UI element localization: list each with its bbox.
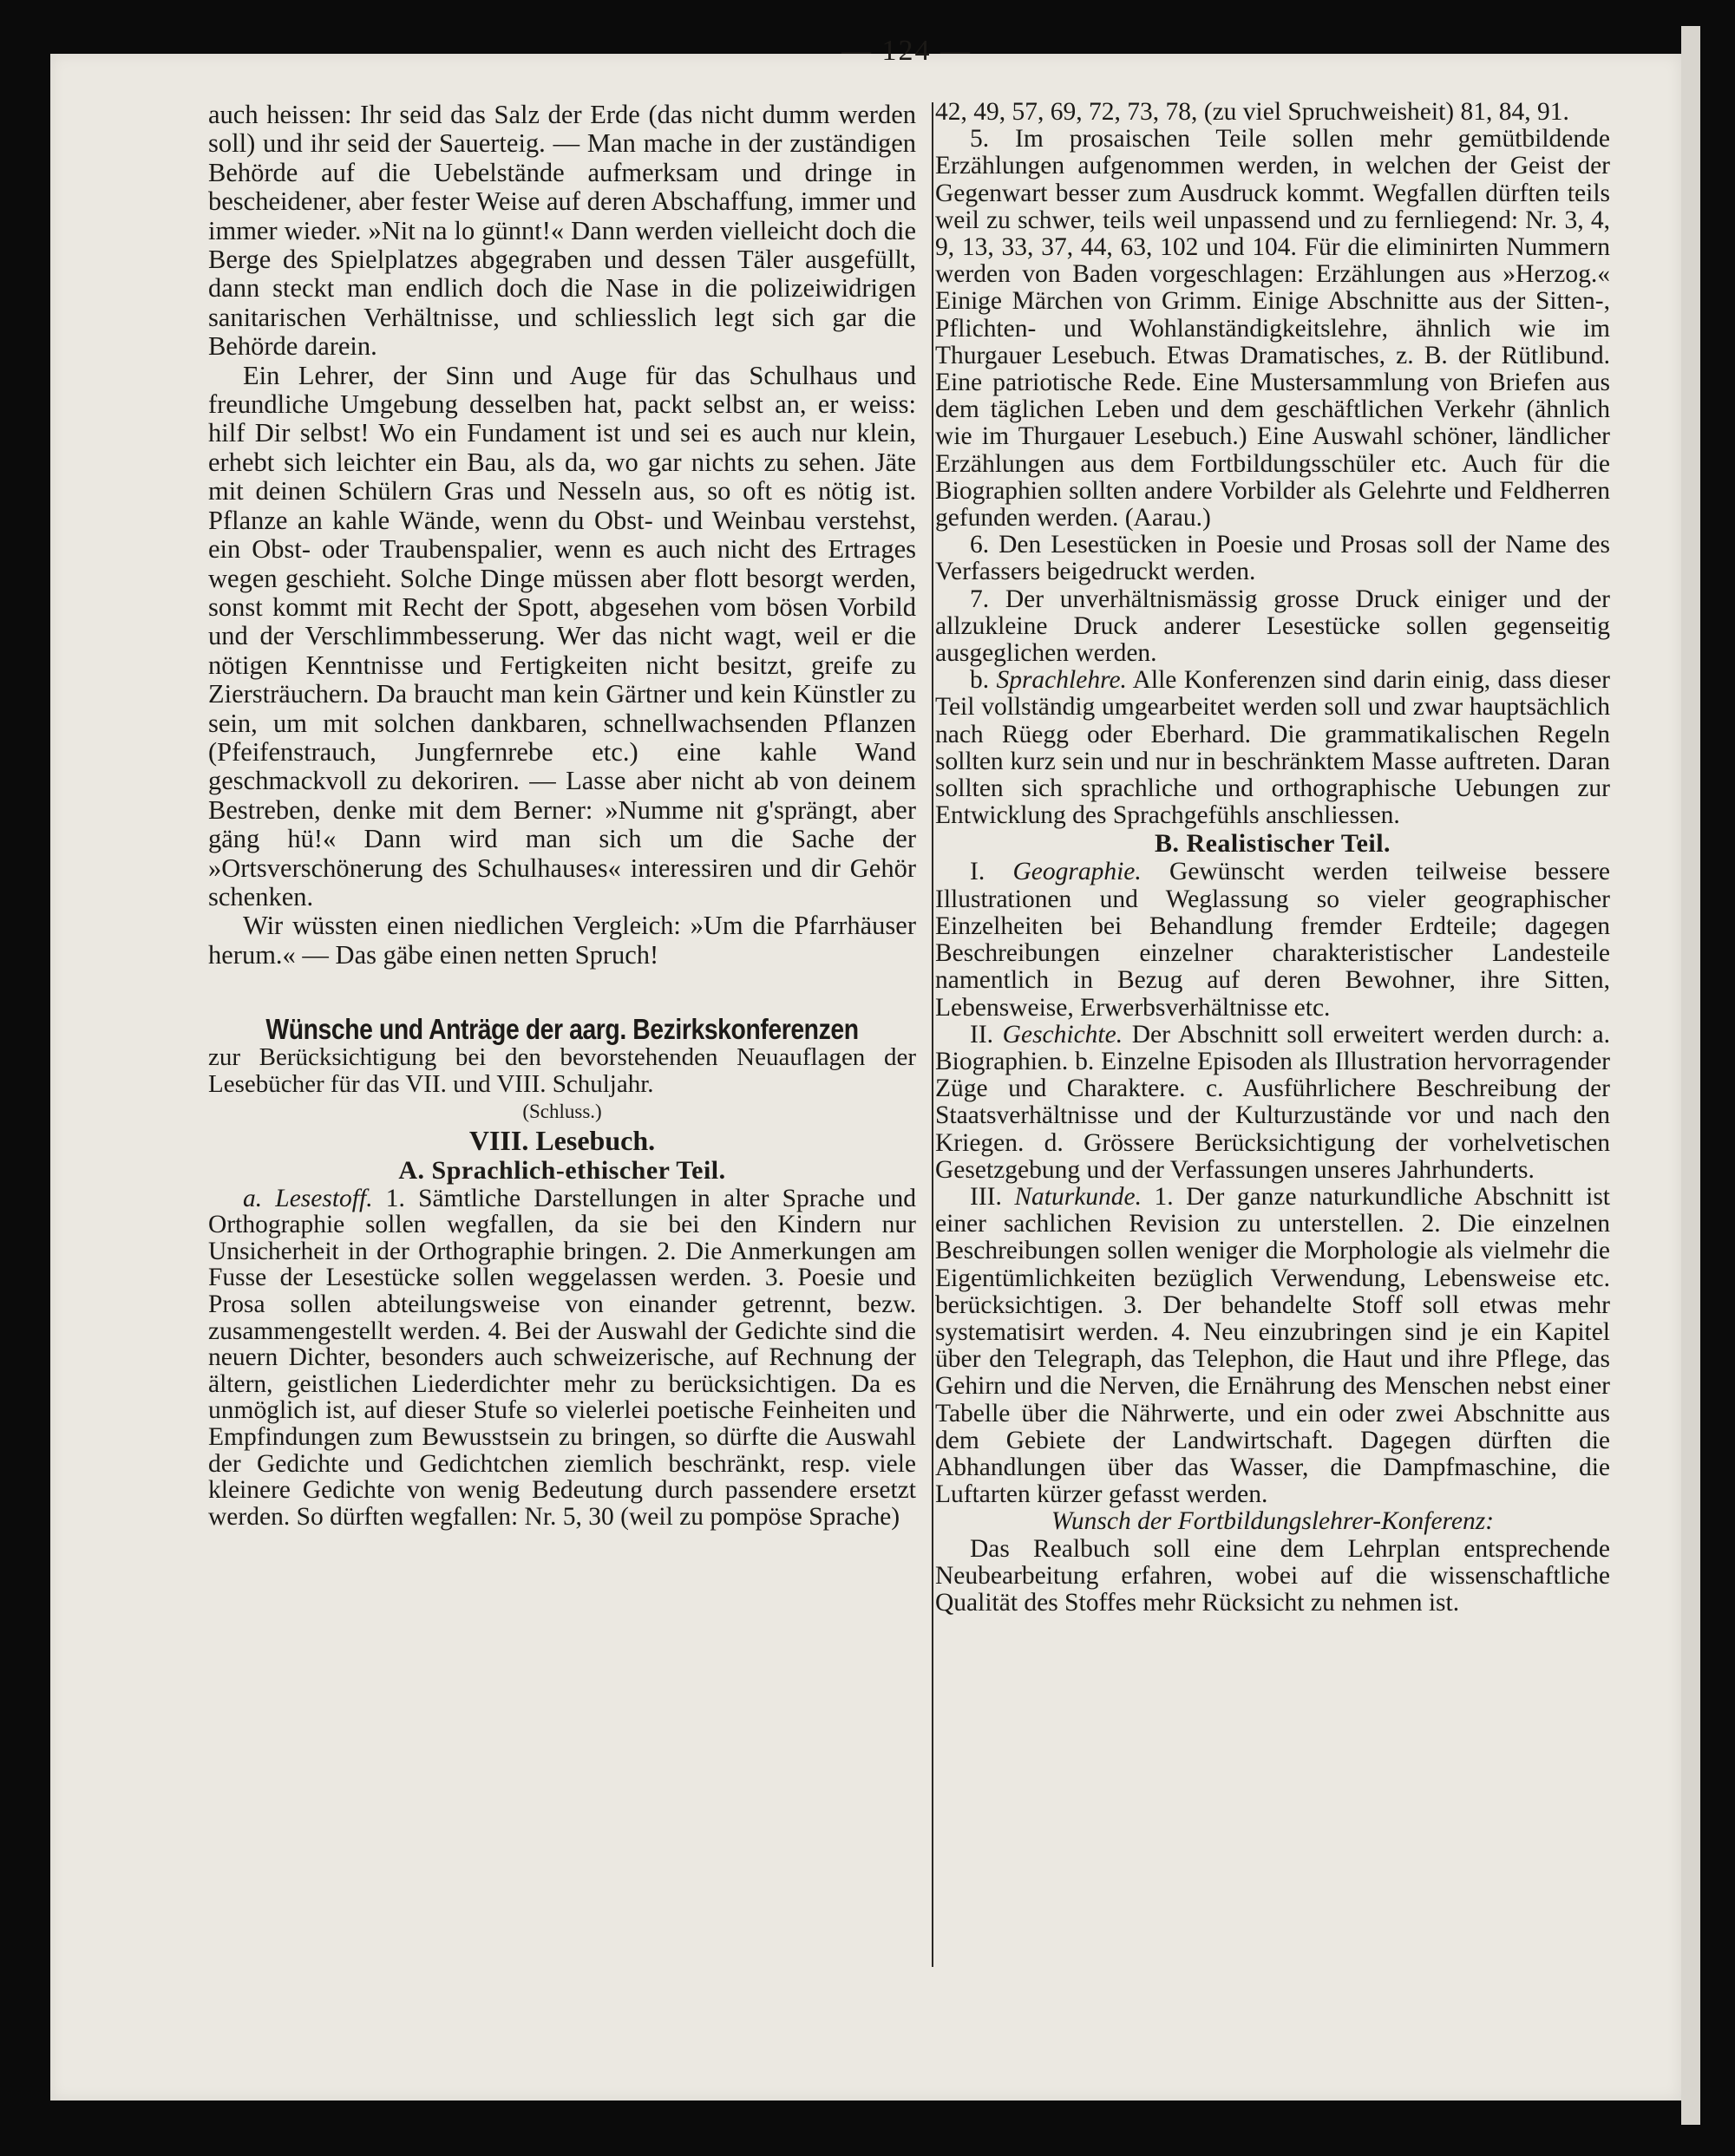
page-edge: [1681, 26, 1700, 2125]
paragraph-sprachlehre: [935, 667, 1610, 829]
paragraph: Ein Lehrer, der Sinn und Auge für das Schulhaus und freundliche Umgebung desselben hat, packt selbst an, er weiss: hilf Dir selbst! Wo ein Fundament ist und sei es auch nur klein, erhebt sich leichter ein Bau, als da, wo gar nichts zu sehen. Jäte mit deinen Schülern Gras und Nesseln aus, so oft es nötig ist. Pflanze an kahle Wände, wenn du Obst- und Weinbau verstehst, ein Obst- oder Traubenspalier, wenn es auch nicht des Ertrages wegen geschieht. Solche Dinge müssen aber flott besorgt werden, sonst kommt mit Recht der Spott, abgesehen vom bösen Vorbild und der Verschlimmbesserung. Wer das nicht wagt, weil er die nötigen Kenntnisse und Fertigkeiten nicht besitzt, greife zu Ziersträuchern. Da braucht man kein Gärtner und kein Künstler zu sein, um mit solchen dankbaren, schnellwachsenden Pflanzen (Pfeifenstrauch, Jungfernrebe etc.) eine kahle Wand geschmackvoll zu dekoriren. — Lasse aber nicht ab von deinem Bestreben, denke mit dem Berner: »Numme nit g'sprängt, aber gäng hü!« Dann wird man sich um die Sache der »Ortsverschönerung des Schulhauses« interessiren und dir Gehör schenken.: [208, 360, 916, 911]
sprachlehre-text: Alle Konferenzen sind darin einig, dass dieser Teil vollständig umgearbeitet werden soll und zwar hauptsächlich nach Rüegg oder Eberhard. Die grammatikalischen Regeln sollten kurz sein und nur in beschränktem Masse auftreten. Daran sollten sich sprachliche und orthographische Uebungen zur Entwicklung des Sprachgefühls anschliessen.: [935, 666, 1611, 830]
wish-heading: Wunsch der Fortbildungslehrer-Konferenz:: [1051, 1507, 1495, 1536]
naturkunde-label: Naturkunde.: [1014, 1182, 1142, 1211]
heading-lesebuch: VIII. Lesebuch.: [468, 1124, 656, 1156]
left-column: [208, 101, 916, 1530]
geographie-label: Geographie.: [1012, 858, 1142, 886]
naturkunde-text: 1. Der ganze naturkundliche Abschnitt ist einer sachlichen Revision zu unterstellen. 2. Die einzelnen Beschreibungen sollen weniger die Morphologie als vielmehr die Eigentümlichkeiten bezüglich Verwendung, Lebensweise etc. berücksichtigen. 3. Der behandelte Stoff soll etwas mehr systematisirt werden. 4. Neu einzubringen sind je ein Kapitel über den Telegraph, das Telephon, die Haut und ihre Pflege, das Gehirn und die Nerven, die Ernährung des Menschen nebst einer Tabelle über die Nährwerte, und ein oder zwei Abschnitte aus dem Gebiete der Landwirtschaft. Dagegen dürften die Abhandlungen über das Wasser, die Dampfmaschine, die Luftarten kürzer gefasst werden.: [935, 1182, 1610, 1509]
paragraph-geographie: [935, 859, 1610, 1021]
right-column: [935, 99, 1610, 1617]
section-subtitle: zur Berücksichtigung bei den bevorstehenden Neuauflagen der Lesebücher für das VII. und VIII. Schuljahr.: [208, 1042, 916, 1099]
paragraph: Das Realbuch soll eine dem Lehrplan entsprechende Neubearbeitung erfahren, wobei auf die wissenschaftliche Qualität des Stoffes mehr Rücksicht zu nehmen ist.: [935, 1534, 1610, 1617]
paragraph-naturkunde: [935, 1184, 1610, 1508]
label-prefix: II.: [970, 1020, 1003, 1049]
column-divider: [932, 102, 933, 1967]
section-title: Wünsche und Anträge der aarg. Bezirkskonferenzen: [265, 1013, 859, 1046]
paragraph: 5. Im prosaischen Teile sollen mehr gemütbildende Erzählungen aufgenommen werden, in welchen der Geist der Gegenwart besser zum Ausdruck kommt. Wegfallen dürften teils weil zu schwer, teils weil unpassend und zu fernliegend: Nr. 3, 4, 9, 13, 33, 37, 44, 63, 102 und 104. Für die eliminirten Nummern werden von Baden vorgeschlagen: Erzählungen aus »Herzog.« Einige Märchen von Grimm. Einige Abschnitte aus der Sitten-, Pflichten- und Wohlanständigkeitslehre, ähnlich wie im Thurgauer Lesebuch. Etwas Dramatisches, z. B. der Rütlibund. Eine patriotische Rede. Eine Mustersammlung von Briefen aus dem täglichen Leben und dem geschäftlichen Verkehr (ähnlich wie im Thurgauer Lesebuch.) Eine Auswahl schöner, ländlicher Erzählungen aus dem Fortbildungsschüler etc. Auch für die Biographien sollten andere Vorbilder als Gelehrte und Feldherren gefunden werden. (Aarau.): [935, 125, 1610, 532]
label-prefix: III.: [970, 1182, 1015, 1211]
label-prefix: I.: [970, 858, 1013, 886]
paragraph-lesestoff: [208, 1186, 916, 1531]
geschichte-text: Der Abschnitt soll erweitert werden durch: a. Biographien. b. Einzelne Episoden als Illustration hervorragender Züge und Charaktere. c. Ausführlichere Beschreibung der Staatsverhältnisse und der Kulturzustände vor und nach den Kriegen. d. Grössere Berücksichtigung der vorhelvetischen Gesetzgebung und der Verfassungen unseres Jahrhunderts.: [935, 1020, 1610, 1184]
lesestoff-text: 1. Sämtliche Darstellungen in alter Sprache und Orthographie sollen wegfallen, da sie bei den Kindern nur Unsicherheit in der Orthographie bringen. 2. Die Anmerkungen am Fusse der Lesestücke sollen weggelassen werden. 3. Poesie und Prosa sollen abteilungsweise von einander getrennt, bezw. zusammengestellt werden. 4. Bei der Auswahl der Gedichte sind die neuern Dichter, besonders auch schweizerische, auf Rechnung der ältern, geistlichen Liederdichter mehr zu berücksichtigen. Da es unmöglich ist, auf dieser Stufe so vielerlei poetische Feinheiten und Empfindungen zum Bewusstsein zu bringen, so dürfte die Auswahl der Gedichte und Gedichtchen ziemlich beschränkt, resp. viele kleinere Gedichte von wenig Bedeutung durch passendere ersetzt werden. So dürften wegfallen: Nr. 5, 30 (weil zu pompöse Sprache): [208, 1184, 917, 1531]
schluss-note: (Schluss.): [522, 1100, 602, 1122]
geographie-text: Gewünscht werden teilweise bessere Illustrationen und Weglassung so vieler geographischer Einzelheiten bei Behandlung fremder Erdteile; dagegen Beschreibungen einzelner charakteristischer Landesteile namentlich in Bezug auf deren Bewohner, ihre Sitten, Lebensweise, Erwerbsverhältnisse etc.: [935, 858, 1611, 1022]
heading-realistisch: B. Realistischer Teil.: [1154, 829, 1391, 859]
heading-sprachlich: A. Sprachlich-ethischer Teil.: [398, 1155, 726, 1185]
paragraph: auch heissen: Ihr seid das Salz der Erde (das nicht dumm werden soll) und ihr seid der Sauerteig. — Man mache in der zuständigen Behörde auf die Uebelstände aufmerksam und dringe in bescheidener, aber fester Weise auf deren Abschaffung, immer und immer wieder. »Nit na lo günnt!« Dann werden vielleicht doch die Berge des Spielplatzes abgegraben und dessen Täler ausgefüllt, dann steckt man endlich doch die Nase in die polizeiwidrigen sanitarischen Verhältnisse, und schliesslich legt sich gar die Behörde darein.: [208, 100, 916, 362]
geschichte-label: Geschichte.: [1002, 1020, 1123, 1049]
paragraph: 6. Den Lesestücken in Poesie und Prosas soll der Name des Verfassers beigedruckt werden.: [935, 531, 1610, 586]
paragraph-geschichte: [935, 1022, 1610, 1184]
paragraph: Wir wüssten einen niedlichen Vergleich: »Um die Pfarrhäuser herum.« — Das gäbe einen netten Spruch!: [208, 911, 916, 970]
paragraph: 42, 49, 57, 69, 72, 73, 78, (zu viel Spruchweisheit) 81, 84, 91.: [935, 98, 1569, 126]
label-prefix: b.: [970, 666, 997, 695]
lesestoff-label: a. Lesestoff.: [243, 1184, 373, 1212]
paragraph: 7. Der unverhältnismässig grosse Druck einiger und der allzukleine Druck anderer Lesestücke sollen gegenseitig ausgeglichen werden.: [935, 585, 1610, 668]
page-number: — 124 —: [841, 35, 972, 67]
sprachlehre-label: Sprachlehre.: [996, 666, 1127, 695]
